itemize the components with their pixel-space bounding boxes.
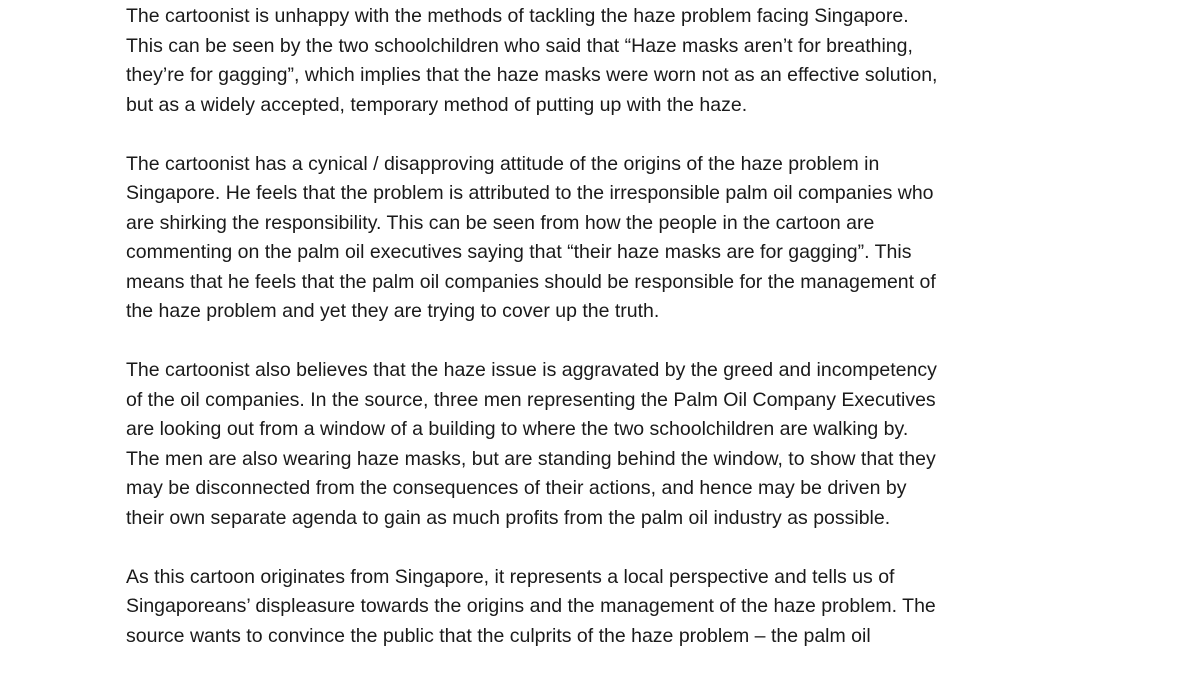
text-line: means that he feels that the palm oil companies should be responsible for the management of — [126, 270, 936, 293]
text-line: source wants to convince the public that the culprits of the haze problem – the palm oil — [126, 624, 871, 647]
document-body — [126, 2, 1086, 681]
text-line: The cartoonist also believes that the haze issue is aggravated by the greed and incompetency — [126, 359, 937, 381]
text-line: commenting on the palm oil executives saying that “their haze masks are for gagging”. This — [126, 241, 912, 263]
paragraph-4 — [126, 563, 1086, 652]
text-line: are looking out from a window of a building to where the two schoolchildren are walking by. — [126, 418, 909, 440]
paragraph-1 — [126, 2, 1086, 120]
text-line: are shirking the responsibility. This can be seen from how the people in the cartoon are — [126, 211, 875, 234]
text-line: Singaporeans’ displeasure towards the origins and the management of the haze problem. The — [126, 595, 936, 617]
text-line: This can be seen by the two schoolchildren who said that “Haze masks aren’t for breathing, — [126, 34, 913, 57]
text-line: their own separate agenda to gain as much profits from the palm oil industry as possible. — [126, 506, 891, 529]
text-line: The cartoonist has a cynical / disapproving attitude of the origins of the haze problem in — [126, 152, 880, 175]
text-line: the haze problem and yet they are trying to cover up the truth. — [126, 300, 660, 322]
paragraph-2 — [126, 150, 1086, 327]
text-line: The men are also wearing haze masks, but are standing behind the window, to show that they — [126, 447, 936, 470]
text-line: of the oil companies. In the source, three men representing the Palm Oil Company Executives — [126, 388, 936, 411]
text-line: but as a widely accepted, temporary method of putting up with the haze. — [126, 93, 748, 116]
text-line: may be disconnected from the consequences of their actions, and hence may be driven by — [126, 477, 907, 499]
paragraph-3 — [126, 356, 1086, 533]
text-line: Singapore. He feels that the problem is attributed to the irresponsible palm oil companies who — [126, 182, 934, 204]
text-line: As this cartoon originates from Singapore, it represents a local perspective and tells us of — [126, 565, 895, 588]
text-line: they’re for gagging”, which implies that the haze masks were worn not as an effective solution, — [126, 64, 938, 86]
text-line: The cartoonist is unhappy with the methods of tackling the haze problem facing Singapore. — [126, 5, 909, 27]
